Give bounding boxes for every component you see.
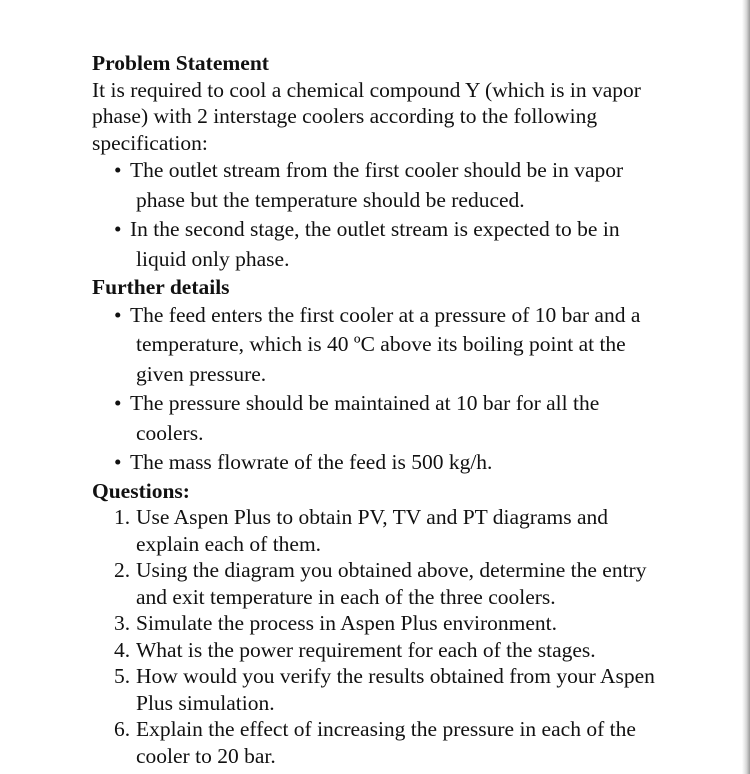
list-item xyxy=(114,301,672,390)
questions-list xyxy=(92,504,672,769)
further-details-heading: Further details xyxy=(92,275,230,299)
bullet-icon: • xyxy=(114,158,122,182)
list-item-text: In the second stage, the outlet stream is expected to be in liquid only phase. xyxy=(130,217,620,271)
question-item xyxy=(114,663,672,716)
question-text: Explain the effect of increasing the pressure in each of the cooler to 20 bar. xyxy=(136,717,636,768)
question-number: 6. xyxy=(114,717,131,741)
bullet-icon: • xyxy=(114,450,122,474)
question-text: Simulate the process in Aspen Plus environment. xyxy=(136,611,557,635)
further-details-list xyxy=(92,301,672,478)
question-text: How would you verify the results obtained from your Aspen Plus simulation. xyxy=(136,664,655,715)
questions-heading: Questions: xyxy=(92,478,190,503)
list-item xyxy=(114,156,672,215)
question-number: 1. xyxy=(114,505,131,529)
bullet-icon: • xyxy=(114,391,122,415)
list-item xyxy=(114,215,672,274)
bullet-icon: • xyxy=(114,302,122,327)
question-text: Using the diagram you obtained above, determine the entry and exit temperature in each of the three coolers. xyxy=(136,558,647,609)
question-item xyxy=(114,504,672,557)
list-item-text: The feed enters the first cooler at a pressure of 10 bar and a temperature, which is 40 ºC above its boiling point at the given pressure. xyxy=(130,302,641,386)
problem-statement-intro: It is required to cool a chemical compound Y (which is in vapor phase) with 2 interstage coolers according to the following specification: xyxy=(92,77,641,155)
question-number: 5. xyxy=(114,664,131,688)
question-item xyxy=(114,557,672,610)
bullet-icon: • xyxy=(114,217,122,241)
document-body xyxy=(92,50,672,769)
list-item xyxy=(114,448,672,478)
problem-statement-heading: Problem Statement xyxy=(92,51,269,75)
question-text: What is the power requirement for each of the stages. xyxy=(136,637,596,662)
question-item xyxy=(114,637,672,664)
list-item-text: The pressure should be maintained at 10 bar for all the coolers. xyxy=(130,391,600,445)
list-item-text: The mass flowrate of the feed is 500 kg/h. xyxy=(130,450,493,474)
question-text: Use Aspen Plus to obtain PV, TV and PT diagrams and explain each of them. xyxy=(136,505,609,556)
question-item xyxy=(114,610,672,637)
list-item-text: The outlet stream from the first cooler should be in vapor phase but the temperature should be reduced. xyxy=(130,158,624,212)
question-item xyxy=(114,716,672,769)
question-number: 4. xyxy=(114,637,131,662)
specification-list xyxy=(92,156,672,274)
list-item xyxy=(114,389,672,448)
question-number: 2. xyxy=(114,558,131,582)
question-number: 3. xyxy=(114,611,131,635)
page-edge-shadow xyxy=(742,0,750,774)
